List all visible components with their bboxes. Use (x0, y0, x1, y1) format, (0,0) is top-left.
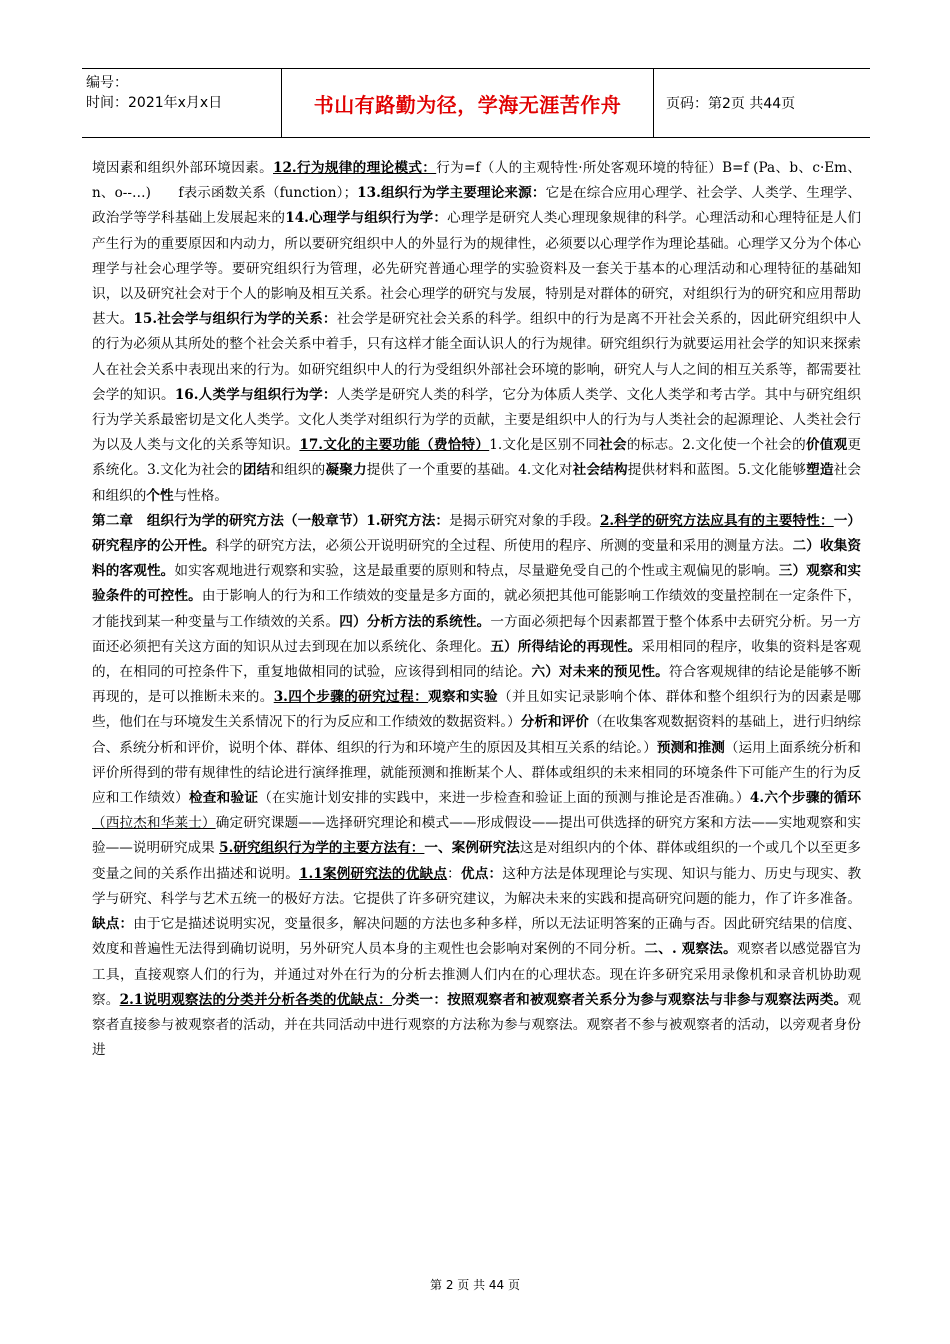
body-emphasis: 一）研究程序的公开性。 (92, 512, 861, 555)
body-emphasis: 14.心理学与组织行为学： (285, 210, 448, 227)
body-text: 提供了一个重要的基础。4.文化对 (366, 462, 573, 479)
header-motto-cell (282, 69, 654, 137)
body-text: 观察者以感觉器官为工具，直接观察人们的行为，并通过对外在行为的分析去推测人们内在的心理状态。现在许多研究采用录像机和录音机协助观察。 (92, 941, 862, 1008)
document-number-label: 编号： (86, 75, 128, 91)
body-emphasis: 五）所得结论的再现性。 (490, 638, 642, 655)
body-text: 符合客观规律的结论是能够不断再现的，是可以推断未来的。 (92, 664, 862, 706)
body-emphasis: 团结 (242, 462, 271, 479)
body-emphasis: 2.科学的研究方法应具有的主要特性： (599, 512, 834, 529)
body-emphasis: 检查和验证 (188, 790, 259, 807)
body-text: 境因素和组织外部环境因素。 (92, 160, 273, 176)
body-emphasis: 4.六个步骤的循环 (749, 790, 862, 807)
body-text: 由于它是描述说明实况，变量很多，解决问题的方法也多种多样，所以无法证明答案的正确与否。因此研究结果的信度、效度和普遍性无法得到确切说明，另外研究人员本身的主观性也会影响对案例的不同分析。 (92, 916, 862, 958)
body-emphasis: 三）观察和实验条件的可控性。 (92, 563, 862, 605)
body-text: 人类学是研究人类的科学，它分为体质人类学、文化人类学和考古学。其中与研究组织行为学关系最密切是文化人类学。文化人类学对组织行为学的贡献，主要是组织中人的行为与人类社会的起源理论、人类社会行为以及人类与文化的关系等知识。 (92, 386, 862, 454)
body-emphasis: 观察和实验 (428, 689, 498, 706)
body-text: 的标志。2.文化使一个社会的 (626, 437, 806, 454)
body-emphasis: 四）分析方法的系统性。 (339, 613, 491, 630)
body-text: 一方面必须把每个因素都置于整个体系中去研究分析。另一方面还必须把有关这方面的知识从过去到现在加以系统化、条理化。 (92, 613, 862, 655)
body-text: （运用上面系统分析和评价所得到的带有规律性的结论进行演绎推理，就能预测和推断某个人、群体或组织的未来相同的环境条件下可能产生的行为反应和工作绩效） (92, 739, 862, 807)
body-emphasis: 凝聚力 (325, 462, 367, 479)
body-emphasis: 第二章 组织行为学的研究方法（一般章节）1.研究方法： (92, 512, 450, 529)
body-emphasis: 2.1说明观察法的分类并分析各类的优缺点： (119, 991, 392, 1008)
document-time-label: 时间：2021年x月x日 (86, 95, 223, 111)
body-text: 它是在综合应用心理学、社会学、人类学、生理学、政治学等学科基础上发展起来的 (92, 185, 861, 227)
body-emphasis: 个性 (146, 487, 174, 504)
header-page-info: 页码：第2页 共44页 (666, 96, 796, 112)
body-text: ： (447, 865, 461, 882)
body-text: 科学的研究方法，必须公开说明研究的全过程、所使用的程序、所测的变量和采用的测量方法。 (215, 538, 793, 555)
body-text: 提供材料和蓝图。5.文化能够 (627, 462, 807, 479)
body-emphasis: 13.组织行为学主要理论来源： (357, 185, 546, 202)
body-emphasis: 15.社会学与组织行为学的关系： (133, 311, 337, 328)
body-emphasis: 1.1案例研究法的优缺点 (299, 865, 448, 882)
body-text: 行为=f（人的主观特性·所处客观环境的特征）B=f (Pa、b、c·Em、n、o--…) f表示函数关系（function）； (92, 160, 861, 202)
body-text: 与性格。 (173, 487, 228, 504)
body-text: （在收集客观数据资料的基础上，进行归纳综合、系统分析和评价，说明个体、群体、组织的行为和环境产生的原因及其相互关系的结论。） (92, 714, 862, 756)
body-emphasis: 预测和推测 (656, 739, 725, 756)
page-footer: 第 2 页 共 44 页 (430, 1278, 520, 1292)
body-emphasis: 二）收集资料的客观性。 (92, 538, 862, 580)
body-text: 1.文化是区别不同 (489, 437, 600, 454)
body-emphasis: 16.人类学与组织行为学： (174, 386, 337, 403)
body-emphasis: 3.四个步骤的研究过程： (273, 689, 429, 706)
body-text: 这是对组织内的个体、群体或组织的一个或几个以至更多变量之间的关系作出描述和说明。 (92, 840, 861, 882)
body-emphasis: 17.文化的主要功能（费恰特） (299, 437, 490, 454)
body-emphasis: 二、. 观察法。 (644, 941, 737, 958)
body-emphasis: 价值观 (805, 437, 848, 454)
body-emphasis: 12.行为规律的理论模式： (273, 160, 437, 176)
body-emphasis: 分析和评价 (520, 714, 589, 731)
header-page-cell (654, 69, 870, 137)
body-text: 和组织的 (270, 462, 326, 479)
body-text: 社会和组织的 (92, 462, 862, 504)
body-emphasis: 社会 (599, 437, 627, 454)
body-emphasis: 一、案例研究法 (424, 840, 520, 857)
body-text: 更系统化。3.文化为社会的 (92, 437, 862, 479)
body-text: 观察者直接参与被观察者的活动，并在共同活动中进行观察的方法称为参与观察法。观察者不参与被观察者的活动，以旁观者身份进 (92, 991, 862, 1059)
body-text: （并且如实记录影响个体、群体和整个组织行为的因素是哪些，他们在与环境发生关系情况下的行为反应和工作绩效的数据资料。） (92, 689, 862, 731)
body-text: 如实客观地进行观察和实验，这是最重要的原则和特点，尽量避免受自己的个性或主观偏见的影响。 (174, 563, 779, 580)
body-text: 是揭示研究对象的手段。 (449, 512, 600, 529)
body-emphasis: 塑造 (806, 462, 834, 479)
body-emphasis: 缺点： (92, 916, 134, 933)
body-text: 这种方法是体现理论与实现、知识与能力、历史与现实、教学与研究、科学与艺术五统一的极好方法。它提供了许多研究建议，为解决未来的实践和提高研究问题的能力，作了许多准备。 (92, 865, 862, 907)
header-motto: 书山有路勤为径，学海无涯苦作舟 (313, 92, 622, 117)
body-text: 社会学是研究社会关系的科学。组织中的行为是离不开社会关系的，因此研究组织中人的行为必须从其所处的整个社会关系中着手，只有这样才能全面认识人的行为规律。研究组织行为就要运用社会学的知识来探索人在社会关系中表现出来的行为。如研究组织中人的行为受组织外部社会环境的影响，研究人与人之间的相互关系等，都需要社会学的知识。 (92, 311, 862, 403)
body-text: （在实施计划安排的实践中，来进一步检查和验证上面的预测与推论是否准确。） (258, 790, 750, 807)
body-emphasis: 六）对未来的预见性。 (531, 664, 669, 681)
body-text: 心理学是研究人类心理现象规律的科学。心理活动和心理特征是人们产生行为的重要原因和内动力，所以要研究组织中人的外显行为的规律性，必须要以心理学作为理论基础。心理学又分为个体心理学与社会心理学等。要研究组织行为管理，必先研究普通心理学的实验资料及一套关于基本的心理活动和心理特征的基础知识，以及研究社会对于个人的影响及相互关系。社会心理学的研究与发展，特别是对群体的研究，对组织行为的研究和应用帮助甚大。 (92, 210, 862, 328)
document-body (92, 156, 861, 1063)
body-emphasis: 5.研究组织行为学的主要方法有： (219, 840, 425, 857)
body-text: 采用相同的程序，收集的资料是客观的，在相同的可控条件下，重复地做相同的试验，应该得到相同的结论。 (92, 638, 862, 681)
body-emphasis: 分类一：按照观察者和被观察者关系分为参与观察法与非参与观察法两类。 (391, 991, 848, 1008)
body-emphasis: 优点： (460, 865, 503, 882)
body-emphasis: 社会结构 (572, 462, 628, 479)
body-emphasis: （西拉杰和华莱士） (92, 815, 216, 832)
body-text: 确定研究课题——选择研究理论和模式——形成假设——提出可供选择的研究方案和方法——实地观察和实验——说明研究成果 (92, 815, 862, 857)
body-text: 由于影响人的行为和工作绩效的变量是多方面的，就必须把其他可能影响工作绩效的变量控制在一定条件下，才能找到某一种变量与工作绩效的关系。 (92, 588, 862, 630)
header-meta (82, 69, 282, 137)
page-header (82, 68, 870, 138)
